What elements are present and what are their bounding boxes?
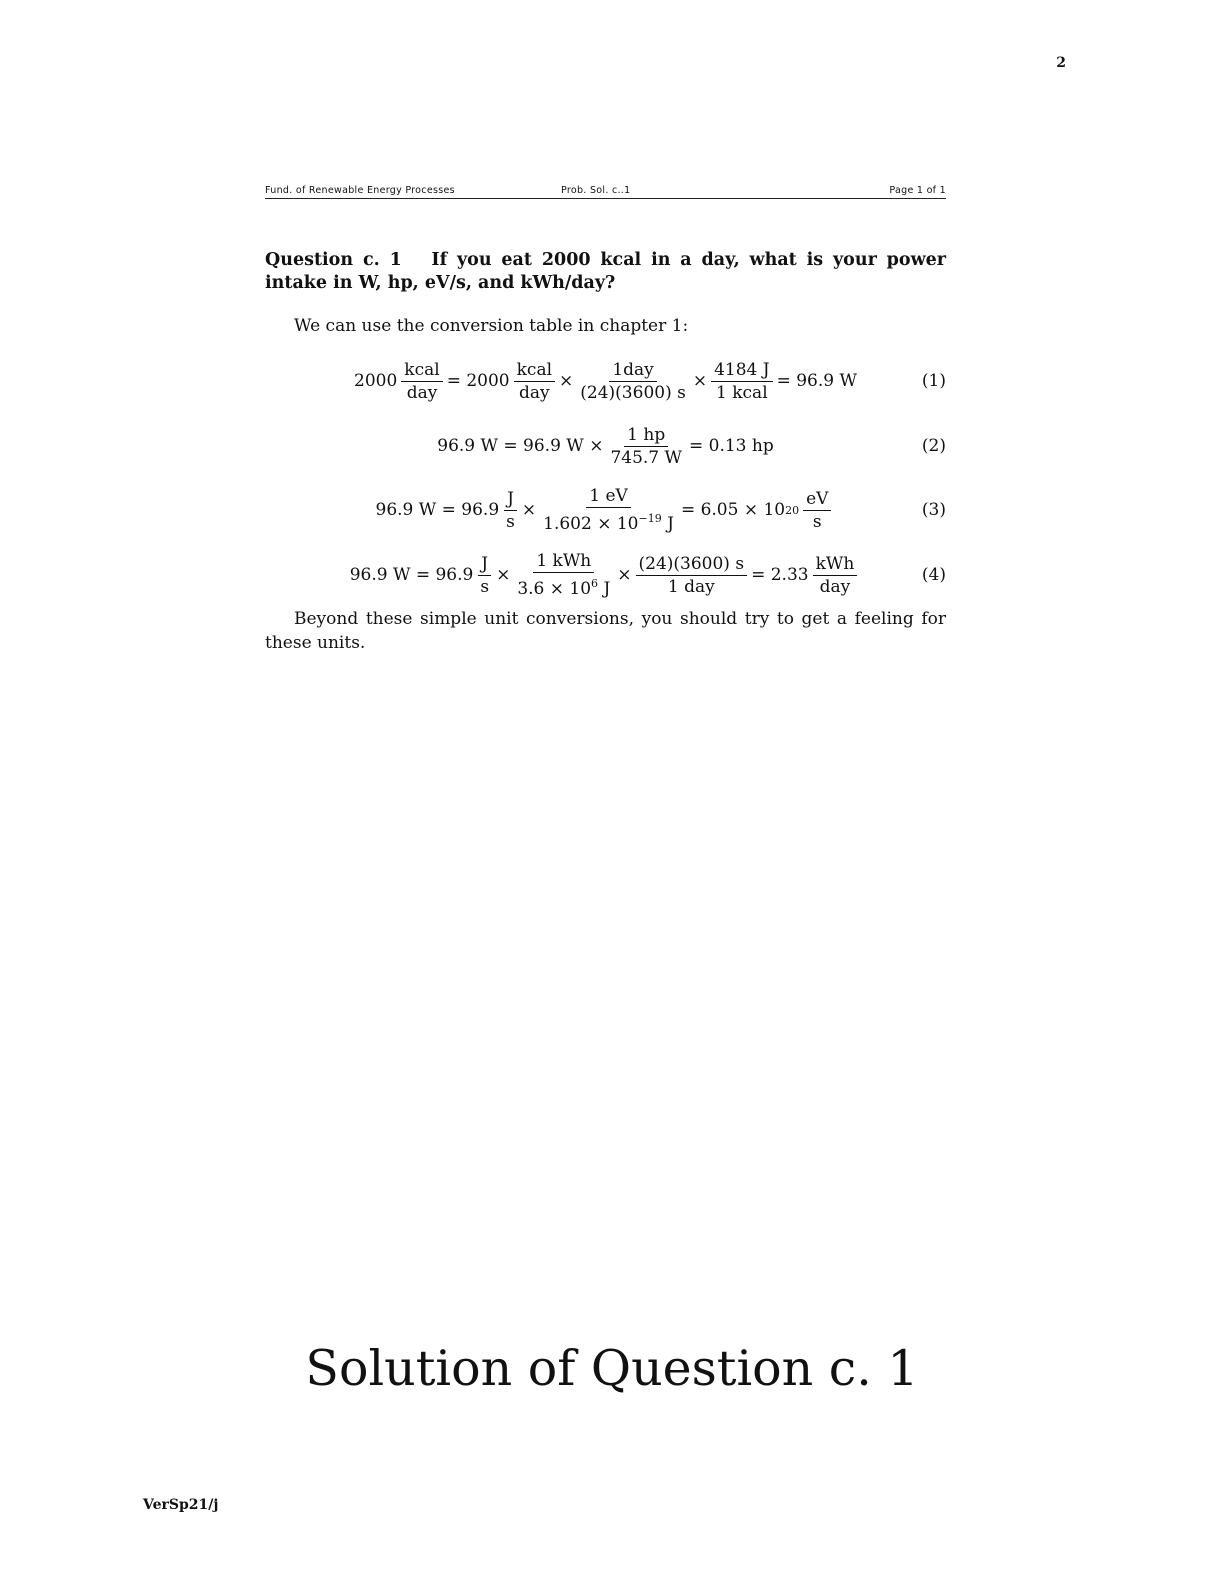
- equation-2: [265, 416, 946, 476]
- eq4-denominator-unit: J: [598, 579, 611, 599]
- eq3-times: ×: [521, 500, 537, 520]
- eq1-factor-2: [711, 360, 772, 403]
- eq1-lhs-denominator: day: [406, 382, 438, 403]
- eq3-result-unit: [803, 489, 831, 532]
- question: [265, 249, 946, 295]
- eq4-factor-2-denominator: 1 day: [667, 576, 715, 597]
- equation-4: [265, 545, 946, 605]
- equation-2-number: (2): [921, 436, 946, 456]
- eq1-result: = 96.9 W: [776, 371, 857, 391]
- eq1-factor-2-denominator: 1 kcal: [716, 382, 768, 403]
- eq1-times-2: ×: [692, 371, 708, 391]
- eq2-times: ×: [589, 436, 604, 456]
- eq3-unit-numerator: J: [504, 489, 517, 511]
- eq2-factor: [607, 425, 685, 468]
- eq4-times-1: ×: [496, 565, 511, 585]
- equation-1-number: (1): [921, 371, 946, 391]
- eq3-result-unit-numerator: eV: [803, 489, 831, 511]
- eq1-unit-denominator: day: [519, 382, 550, 403]
- eq1-unit-fraction: [514, 360, 555, 403]
- intro-text: We can use the conversion table in chapter 1:: [294, 316, 689, 336]
- equation-1: [265, 351, 946, 411]
- eq4-result-unit: [813, 554, 858, 597]
- eq2-factor-numerator: 1 hp: [624, 425, 668, 447]
- eq3-denominator-exponent: −19: [638, 512, 662, 525]
- eq1-lhs-numerator: kcal: [401, 360, 442, 382]
- closing-paragraph: Beyond these simple unit conversions, you should try to get a feeling for these units.: [265, 609, 946, 653]
- eq1-factor-2-numerator: 4184 J: [711, 360, 772, 382]
- version-footer: VerSp21/j: [143, 1497, 219, 1513]
- eq3-unit-fraction: [503, 489, 518, 532]
- eq4-result-unit-numerator: kWh: [813, 554, 858, 576]
- eq4-denominator-mantissa: 3.6 × 10: [517, 579, 592, 599]
- eq4-lhs: 96.9 W = 96.9: [349, 565, 474, 585]
- eq4-unit-fraction: [477, 554, 492, 597]
- eq2-result: = 0.13 hp: [688, 436, 774, 456]
- eq4-factor-1-numerator: 1 kWh: [533, 551, 594, 573]
- eq4-unit-numerator: J: [478, 554, 491, 576]
- eq3-result-mantissa: = 6.05 × 10: [680, 500, 786, 520]
- eq2-factor-denominator: 745.7 W: [610, 447, 682, 468]
- eq1-factor-1-numerator: 1day: [609, 360, 656, 382]
- eq3-denominator-mantissa: 1.602 × 10: [543, 514, 639, 534]
- eq3-factor-denominator: [540, 508, 677, 534]
- eq1-lhs-fraction: [401, 360, 442, 403]
- eq3-lhs: 96.9 W = 96.9: [375, 500, 500, 520]
- eq2-lhs: 96.9 W = 96.9 W: [437, 436, 584, 456]
- equation-4-number: (4): [921, 565, 946, 585]
- eq3-result-unit-denominator: s: [812, 511, 822, 532]
- eq1-equals-coef: = 2000: [446, 371, 510, 391]
- eq4-factor-2: [636, 554, 748, 597]
- eq4-factor-2-numerator: (24)(3600) s: [636, 554, 748, 576]
- eq1-unit-numerator: kcal: [514, 360, 555, 382]
- eq1-lhs-coef: 2000: [354, 371, 398, 391]
- eq3-factor-numerator: 1 eV: [586, 486, 631, 508]
- running-header: [265, 184, 946, 199]
- eq3-result-exponent: 20: [785, 503, 800, 517]
- eq4-unit-denominator: s: [480, 576, 490, 597]
- header-course-title: Fund. of Renewable Energy Processes: [265, 185, 455, 196]
- header-page-count: Page 1 of 1: [889, 185, 946, 196]
- eq4-result-unit-denominator: day: [819, 576, 851, 597]
- solution-title: Solution of Question c. 1: [305, 1340, 919, 1397]
- eq1-times-1: ×: [559, 371, 574, 391]
- header-problem-id: Prob. Sol. c..1: [561, 185, 631, 196]
- equation-3: [265, 480, 946, 540]
- eq3-unit-denominator: s: [506, 511, 515, 532]
- question-label: Question c. 1: [265, 250, 402, 270]
- eq4-result: = 2.33: [751, 565, 809, 585]
- eq4-denominator-exponent: 6: [591, 577, 599, 590]
- eq4-times-2: ×: [617, 565, 632, 585]
- eq4-factor-1-denominator: [514, 573, 613, 599]
- question-text: If you eat 2000 kcal in a day, what is your power intake in W, hp, eV/s, and kWh/day?: [265, 250, 946, 293]
- eq4-factor-1: [514, 551, 613, 599]
- page-number: 2: [1056, 55, 1066, 71]
- eq3-denominator-unit: J: [661, 514, 674, 534]
- eq1-factor-1-denominator: (24)(3600) s: [580, 382, 686, 403]
- equation-3-number: (3): [921, 500, 946, 520]
- eq1-factor-1: [577, 360, 689, 403]
- eq3-factor: [540, 486, 677, 534]
